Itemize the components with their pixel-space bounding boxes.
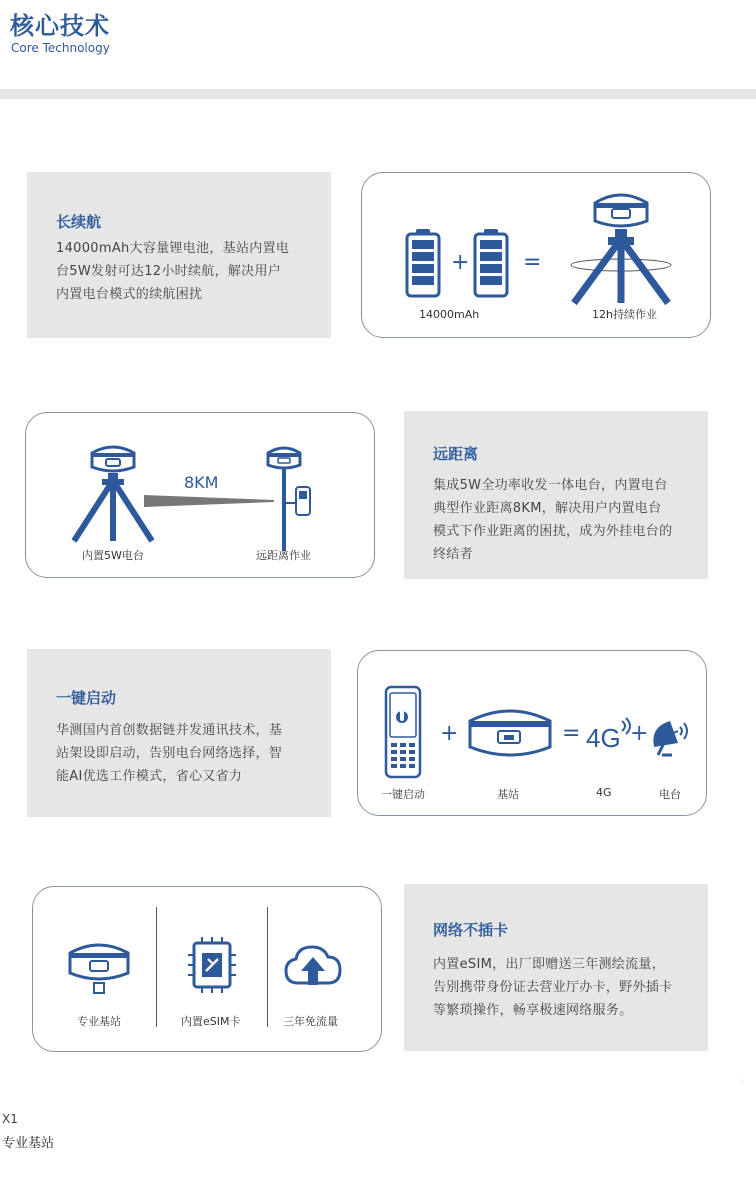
rover-pole-icon xyxy=(264,445,316,553)
battery-icon xyxy=(405,228,441,298)
4g-label: 4G xyxy=(596,786,612,799)
battery-icon xyxy=(473,228,509,298)
esim-label: 内置eSIM卡 xyxy=(181,1015,241,1028)
battery-illustration xyxy=(361,172,711,338)
footer-caption: 专业基站 xyxy=(2,1136,55,1151)
distance-label: 8KM xyxy=(184,473,219,492)
feature-title: 长续航 xyxy=(56,213,102,231)
battery-capacity-label: 14000mAh xyxy=(419,308,480,321)
base-station-icon xyxy=(66,941,132,995)
internal-radio-label: 内置5W电台 xyxy=(82,549,144,562)
feature-title: 网络不插卡 xyxy=(433,921,509,939)
feature-desc: 华测国内首创数据链并发通讯技术，基 站架设即启动，告别电台网络选择，智 能AI优选工作模式，省心又省力 xyxy=(56,723,283,784)
equals-icon: = xyxy=(562,721,581,746)
gnss-receiver-tripod-icon xyxy=(568,185,674,307)
header-divider xyxy=(0,89,756,99)
radio-label: 电台 xyxy=(659,788,681,801)
long-range-label: 远距离作业 xyxy=(256,549,311,562)
plus-icon: + xyxy=(451,250,470,275)
feature-range-panel xyxy=(404,411,708,579)
page-mark: ' xyxy=(741,1079,743,1086)
feature-onekey-panel xyxy=(27,649,331,817)
column-divider xyxy=(156,907,157,1027)
onekey-illustration xyxy=(357,650,707,816)
feature-battery-panel xyxy=(27,172,331,338)
esim-chip-icon xyxy=(188,937,236,993)
feature-desc: 内置eSIM，出厂即赠送三年测绘流量， 告别携带身份证去营业厅办卡，野外插卡 等繁琐操作，畅享极速网络服务。 xyxy=(433,957,673,1018)
equals-icon: = xyxy=(523,250,542,275)
base-station-icon xyxy=(466,707,554,763)
plus-icon: + xyxy=(440,721,459,746)
range-illustration xyxy=(25,412,375,578)
feature-title: 一键启动 xyxy=(56,689,117,707)
feature-title: 远距离 xyxy=(433,445,479,463)
feature-desc: 14000mAh大容量锂电池，基站内置电 台5W发射可达12小时续航，解决用户 内置电台模式的续航困扰 xyxy=(56,241,290,302)
plus-icon: + xyxy=(630,721,649,746)
base-label: 基站 xyxy=(497,788,519,801)
page-title: 核心技术 xyxy=(10,12,110,40)
signal-beam-icon xyxy=(144,493,274,509)
esim-illustration xyxy=(32,886,382,1052)
work-duration-label: 12h持续作业 xyxy=(592,308,657,321)
pro-base-label: 专业基站 xyxy=(77,1015,121,1028)
handheld-controller-icon xyxy=(384,685,422,779)
page-subtitle: Core Technology xyxy=(11,41,110,55)
feature-desc: 集成5W全功率收发一体电台，内置电台 典型作业距离8KM，解决用户内置电台 模式下作业距离的困扰，成为外挂电台的 终结者 xyxy=(433,478,673,562)
product-code: X1 xyxy=(2,1112,18,1126)
network-4g-icon: 4G xyxy=(586,723,621,753)
feature-esim-panel xyxy=(404,884,708,1051)
satellite-dish-icon xyxy=(648,717,696,757)
onekey-label: 一键启动 xyxy=(381,788,425,801)
free-data-label: 三年免流量 xyxy=(283,1015,338,1028)
column-divider xyxy=(267,907,268,1027)
cloud-upload-icon xyxy=(284,943,342,989)
